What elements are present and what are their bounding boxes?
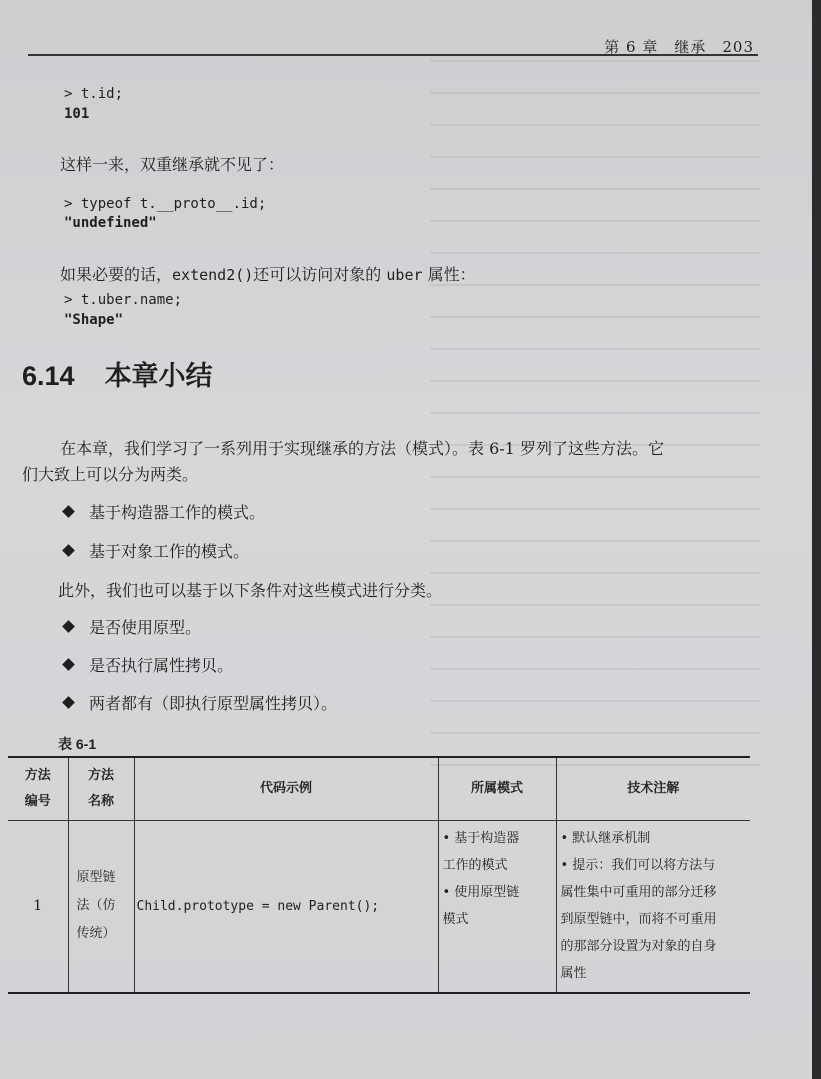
- table-caption: 表 6-1: [58, 736, 97, 752]
- paragraph-line: 在本章，我们学习了一系列用于实现继承的方法（模式）。表 6-1 罗列了这些方法。它: [60, 439, 664, 458]
- text: 属性：: [422, 265, 476, 284]
- text: 还可以访问对象的: [253, 265, 387, 284]
- running-header: [28, 28, 758, 56]
- cell-notes: • 默认继承机制 • 提示：我们可以将方法与 属性集中可重用的部分迁移 到原型链中，而将不可重用 的那部分设置为对象的自身 属性: [556, 821, 750, 993]
- header-code-example: 代码示例: [134, 757, 438, 821]
- paragraph: [60, 262, 476, 285]
- bullet-item: [60, 615, 201, 638]
- bullet-text: 是否执行属性拷贝。: [89, 656, 234, 675]
- diamond-bullet-icon: [62, 505, 75, 518]
- header-method-number: 方法 编号: [8, 757, 68, 821]
- bullet-item: [60, 539, 249, 562]
- cell-method-number: 1: [8, 821, 68, 993]
- diamond-bullet-icon: [62, 620, 75, 633]
- bullet-text: 两者都有（即执行原型属性拷贝）。: [89, 694, 338, 713]
- diamond-bullet-icon: [62, 696, 75, 709]
- bullet-item: [60, 691, 337, 714]
- paragraph: 这样一来，双重继承就不见了：: [60, 155, 285, 174]
- bullet-item: [60, 653, 233, 676]
- cell-code-example: Child.prototype = new Parent();: [134, 821, 438, 993]
- cell-method-name: 原型链 法（仿 传统）: [68, 821, 134, 993]
- bullet-text: 基于对象工作的模式。: [89, 542, 250, 561]
- header-notes: 技术注解: [556, 757, 750, 821]
- methods-table: [8, 756, 750, 994]
- section-title: 本章小结: [104, 361, 213, 391]
- section-number: 6.14: [22, 361, 75, 391]
- code-line: > t.id;: [64, 86, 124, 102]
- header-pattern: 所属模式: [438, 757, 556, 821]
- text: 如果必要的话，: [60, 265, 173, 284]
- bullet-text: 是否使用原型。: [89, 618, 202, 637]
- paragraph-line: 们大致上可以分为两类。: [22, 465, 199, 484]
- table-row: [8, 821, 750, 993]
- inline-code: extend2(): [172, 266, 254, 284]
- code-line: > typeof t.__proto__.id;: [64, 196, 267, 212]
- running-title: 第 6 章 继承 203: [604, 38, 754, 56]
- diamond-bullet-icon: [62, 544, 75, 557]
- header-method-name: 方法 名称: [68, 757, 134, 821]
- code-line: > t.uber.name;: [64, 292, 183, 308]
- paragraph: 此外，我们也可以基于以下条件对这些模式进行分类。: [58, 581, 443, 600]
- code-output: 101: [64, 106, 90, 122]
- table-header-row: [8, 757, 750, 821]
- inline-code: uber: [386, 266, 423, 284]
- code-output: "undefined": [64, 215, 157, 231]
- bullet-item: [60, 500, 265, 523]
- section-heading: [22, 354, 213, 393]
- cell-pattern: • 基于构造器 工作的模式 • 使用原型链 模式: [438, 821, 556, 993]
- bullet-text: 基于构造器工作的模式。: [89, 503, 266, 522]
- diamond-bullet-icon: [62, 658, 75, 671]
- code-output: "Shape": [64, 312, 124, 328]
- bleed-through-shadow: [430, 60, 760, 780]
